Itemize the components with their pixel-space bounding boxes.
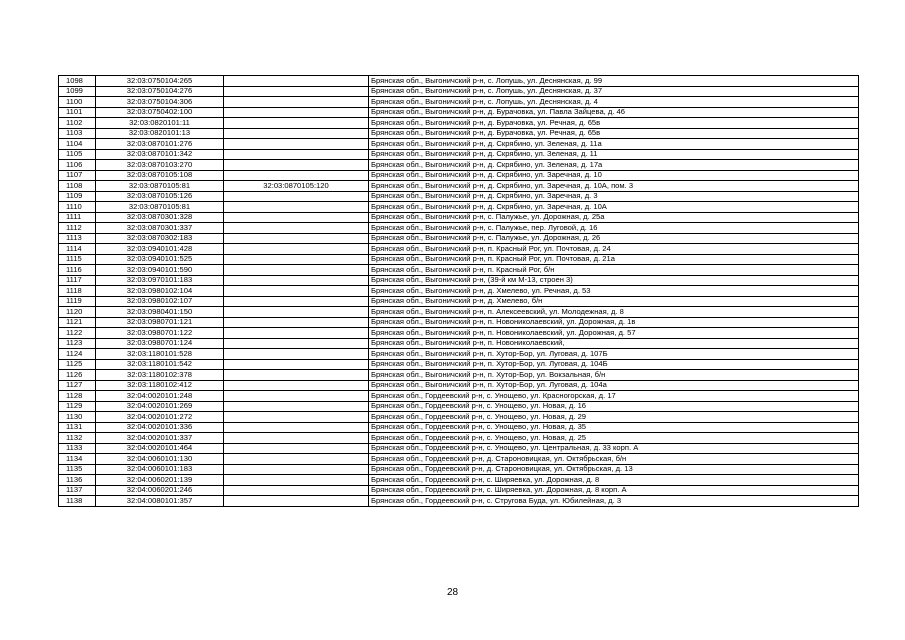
previous-cadastral-number-cell [224, 254, 369, 265]
previous-cadastral-number-cell [224, 443, 369, 454]
address-cell: Брянская обл., Гордеевский р-н, с. Ширяевка, ул. Дорожная, д. 8 корп. А [369, 485, 859, 496]
row-number-cell: 1109 [59, 191, 96, 202]
address-cell: Брянская обл., Выгоничский р-н, п. Хутор-Бор, ул. Луговая, д. 104а [369, 380, 859, 391]
previous-cadastral-number-cell [224, 202, 369, 213]
row-number-cell: 1110 [59, 202, 96, 213]
cadastral-number-cell: 32:04:0020101:464 [96, 443, 224, 454]
cadastral-number-cell: 32:03:0970101:183 [96, 275, 224, 286]
cadastral-number-cell: 32:04:0080101:357 [96, 496, 224, 507]
address-cell: Брянская обл., Выгоничский р-н, с. Палужье, пер. Луговой, д. 16 [369, 223, 859, 234]
cadastral-number-cell: 32:03:0870105:126 [96, 191, 224, 202]
cadastral-number-cell: 32:03:0870301:337 [96, 223, 224, 234]
address-cell: Брянская обл., Выгоничский р-н, п. Хутор-Бор, ул. Вокзальная, б/н [369, 370, 859, 381]
row-number-cell: 1111 [59, 212, 96, 223]
previous-cadastral-number-cell [224, 107, 369, 118]
cadastral-number-cell: 32:03:0870101:342 [96, 149, 224, 160]
cadastral-number-cell: 32:03:0980102:107 [96, 296, 224, 307]
previous-cadastral-number-cell [224, 433, 369, 444]
cadastral-number-cell: 32:03:0940101:590 [96, 265, 224, 276]
row-number-cell: 1117 [59, 275, 96, 286]
cadastral-number-cell: 32:03:0750104:265 [96, 76, 224, 87]
table-row [59, 97, 859, 108]
row-number-cell: 1100 [59, 97, 96, 108]
previous-cadastral-number-cell [224, 338, 369, 349]
table-row [59, 443, 859, 454]
address-cell: Брянская обл., Гордеевский р-н, с. Ширяевка, ул. Дорожная, д. 8 [369, 475, 859, 486]
cadastral-number-cell: 32:03:0980701:122 [96, 328, 224, 339]
row-number-cell: 1113 [59, 233, 96, 244]
table-row [59, 212, 859, 223]
cadastral-number-cell: 32:03:0870302:183 [96, 233, 224, 244]
row-number-cell: 1115 [59, 254, 96, 265]
cadastral-number-cell: 32:03:0940101:525 [96, 254, 224, 265]
row-number-cell: 1124 [59, 349, 96, 360]
address-cell: Брянская обл., Выгоничский р-н, д. Скрябино, ул. Зеленая, д. 11а [369, 139, 859, 150]
cadastral-number-cell: 32:04:0060201:139 [96, 475, 224, 486]
previous-cadastral-number-cell [224, 307, 369, 318]
address-cell: Брянская обл., Выгоничский р-н, д. Скрябино, ул. Зеленая, д. 17а [369, 160, 859, 171]
table-row [59, 139, 859, 150]
table-row [59, 244, 859, 255]
previous-cadastral-number-cell [224, 86, 369, 97]
previous-cadastral-number-cell [224, 401, 369, 412]
table-row [59, 170, 859, 181]
previous-cadastral-number-cell [224, 118, 369, 129]
table-row [59, 422, 859, 433]
address-cell: Брянская обл., Выгоничский р-н, д. Скрябино, ул. Заречная, д. 10 [369, 170, 859, 181]
table-row [59, 475, 859, 486]
table-row [59, 86, 859, 97]
row-number-cell: 1119 [59, 296, 96, 307]
previous-cadastral-number-cell [224, 296, 369, 307]
cadastral-number-cell: 32:03:0980701:121 [96, 317, 224, 328]
cadastral-number-cell: 32:03:1180102:412 [96, 380, 224, 391]
cadastral-number-cell: 32:03:0870105:108 [96, 170, 224, 181]
row-number-cell: 1125 [59, 359, 96, 370]
previous-cadastral-number-cell [224, 359, 369, 370]
table-row [59, 233, 859, 244]
table-row [59, 128, 859, 139]
previous-cadastral-number-cell [224, 265, 369, 276]
address-cell: Брянская обл., Выгоничский р-н, п. Красный Рог, ул. Почтовая, д. 21а [369, 254, 859, 265]
row-number-cell: 1099 [59, 86, 96, 97]
previous-cadastral-number-cell [224, 328, 369, 339]
address-cell: Брянская обл., Выгоничский р-н, д. Хмелево, ул. Речная, д. 53 [369, 286, 859, 297]
cadastral-number-cell: 32:03:0980102:104 [96, 286, 224, 297]
table-row [59, 76, 859, 87]
cadastral-number-cell: 32:03:1180101:542 [96, 359, 224, 370]
table-row [59, 380, 859, 391]
row-number-cell: 1135 [59, 464, 96, 475]
cadastral-number-cell: 32:03:0870105:81 [96, 202, 224, 213]
page-number: 28 [446, 587, 459, 598]
cadastral-number-cell: 32:03:0980401:150 [96, 307, 224, 318]
table-row [59, 401, 859, 412]
address-cell: Брянская обл., Выгоничский р-н, п. Красный Рог, ул. Почтовая, д. 24 [369, 244, 859, 255]
cadastral-number-cell: 32:03:0870101:276 [96, 139, 224, 150]
row-number-cell: 1104 [59, 139, 96, 150]
table-row [59, 464, 859, 475]
previous-cadastral-number-cell [224, 464, 369, 475]
registry-table-body [59, 76, 859, 507]
row-number-cell: 1132 [59, 433, 96, 444]
row-number-cell: 1101 [59, 107, 96, 118]
row-number-cell: 1123 [59, 338, 96, 349]
previous-cadastral-number-cell [224, 317, 369, 328]
row-number-cell: 1136 [59, 475, 96, 486]
previous-cadastral-number-cell [224, 212, 369, 223]
cadastral-number-cell: 32:03:0870301:328 [96, 212, 224, 223]
cadastral-number-cell: 32:03:0820101:11 [96, 118, 224, 129]
row-number-cell: 1112 [59, 223, 96, 234]
address-cell: Брянская обл., Выгоничский р-н, д. Бурачовка, ул. Павла Зайцева, д. 46 [369, 107, 859, 118]
row-number-cell: 1120 [59, 307, 96, 318]
cadastral-number-cell: 32:04:0020101:336 [96, 422, 224, 433]
row-number-cell: 1103 [59, 128, 96, 139]
row-number-cell: 1129 [59, 401, 96, 412]
table-row [59, 433, 859, 444]
cadastral-number-cell: 32:03:0870105:81 [96, 181, 224, 192]
previous-cadastral-number-cell [224, 286, 369, 297]
address-cell: Брянская обл., Выгоничский р-н, п. Красный Рог, б/н [369, 265, 859, 276]
table-row [59, 391, 859, 402]
table-row [59, 496, 859, 507]
row-number-cell: 1118 [59, 286, 96, 297]
row-number-cell: 1105 [59, 149, 96, 160]
address-cell: Брянская обл., Выгоничский р-н, д. Скрябино, ул. Зеленая, д. 11 [369, 149, 859, 160]
cadastral-number-cell: 32:03:0750104:276 [96, 86, 224, 97]
address-cell: Брянская обл., Выгоничский р-н, с. Лопушь, ул. Деснянская, д. 4 [369, 97, 859, 108]
address-cell: Брянская обл., Гордеевский р-н, с. Унощево, ул. Новая, д. 35 [369, 422, 859, 433]
previous-cadastral-number-cell [224, 97, 369, 108]
cadastral-number-cell: 32:03:0750104:306 [96, 97, 224, 108]
cadastral-number-cell: 32:04:0060201:246 [96, 485, 224, 496]
address-cell: Брянская обл., Гордеевский р-н, с. Унощево, ул. Новая, д. 25 [369, 433, 859, 444]
address-cell: Брянская обл., Выгоничский р-н, (39-й км М-13, строен 3) [369, 275, 859, 286]
row-number-cell: 1108 [59, 181, 96, 192]
cadastral-number-cell: 32:04:0020101:337 [96, 433, 224, 444]
previous-cadastral-number-cell [224, 233, 369, 244]
previous-cadastral-number-cell [224, 275, 369, 286]
table-row [59, 275, 859, 286]
table-row [59, 107, 859, 118]
address-cell: Брянская обл., Выгоничский р-н, с. Лопушь, ул. Деснянская, д. 37 [369, 86, 859, 97]
previous-cadastral-number-cell [224, 391, 369, 402]
cadastral-number-cell: 32:04:0060101:183 [96, 464, 224, 475]
row-number-cell: 1116 [59, 265, 96, 276]
address-cell: Брянская обл., Выгоничский р-н, п. Новониколаевский, ул. Дорожная, д. 1в [369, 317, 859, 328]
row-number-cell: 1138 [59, 496, 96, 507]
table-row [59, 149, 859, 160]
previous-cadastral-number-cell [224, 380, 369, 391]
previous-cadastral-number-cell [224, 191, 369, 202]
address-cell: Брянская обл., Выгоничский р-н, д. Хмелево, б/н [369, 296, 859, 307]
table-row [59, 265, 859, 276]
previous-cadastral-number-cell [224, 244, 369, 255]
previous-cadastral-number-cell [224, 475, 369, 486]
previous-cadastral-number-cell: 32:03:0870105:120 [224, 181, 369, 192]
cadastral-number-cell: 32:03:0980701:124 [96, 338, 224, 349]
previous-cadastral-number-cell [224, 349, 369, 360]
row-number-cell: 1131 [59, 422, 96, 433]
table-row [59, 349, 859, 360]
row-number-cell: 1121 [59, 317, 96, 328]
address-cell: Брянская обл., Выгоничский р-н, с. Палужье, ул. Дорожная, д. 25а [369, 212, 859, 223]
address-cell: Брянская обл., Выгоничский р-н, п. Новониколаевский, ул. Дорожная, д. 57 [369, 328, 859, 339]
address-cell: Брянская обл., Выгоничский р-н, с. Палужье, ул. Дорожная, д. 26 [369, 233, 859, 244]
previous-cadastral-number-cell [224, 128, 369, 139]
cadastral-number-cell: 32:04:0020101:272 [96, 412, 224, 423]
cadastral-number-cell: 32:03:1180102:378 [96, 370, 224, 381]
cadastral-number-cell: 32:04:0020101:269 [96, 401, 224, 412]
address-cell: Брянская обл., Гордеевский р-н, д. Староновицкая, ул. Октябрьская, б/н [369, 454, 859, 465]
address-cell: Брянская обл., Гордеевский р-н, с. Унощево, ул. Красногорская, д. 17 [369, 391, 859, 402]
row-number-cell: 1106 [59, 160, 96, 171]
row-number-cell: 1127 [59, 380, 96, 391]
table-row [59, 286, 859, 297]
row-number-cell: 1130 [59, 412, 96, 423]
row-number-cell: 1134 [59, 454, 96, 465]
address-cell: Брянская обл., Гордеевский р-н, с. Унощево, ул. Центральная, д. 33 корп. А [369, 443, 859, 454]
previous-cadastral-number-cell [224, 149, 369, 160]
table-row [59, 191, 859, 202]
table-row [59, 338, 859, 349]
table-row [59, 454, 859, 465]
address-cell: Брянская обл., Гордеевский р-н, с. Унощево, ул. Новая, д. 29 [369, 412, 859, 423]
address-cell: Брянская обл., Выгоничский р-н, д. Бурачовка, ул. Речная, д. 65в [369, 118, 859, 129]
address-cell: Брянская обл., Гордеевский р-н, с. Стругова Буда, ул. Юбилейная, д. 3 [369, 496, 859, 507]
property-registry-table [58, 75, 859, 507]
address-cell: Брянская обл., Выгоничский р-н, д. Скрябино, ул. Заречная, д. 10А, пом. 3 [369, 181, 859, 192]
cadastral-number-cell: 32:04:0020101:248 [96, 391, 224, 402]
row-number-cell: 1102 [59, 118, 96, 129]
address-cell: Брянская обл., Гордеевский р-н, с. Унощево, ул. Новая, д. 16 [369, 401, 859, 412]
table-row [59, 181, 859, 192]
row-number-cell: 1137 [59, 485, 96, 496]
address-cell: Брянская обл., Выгоничский р-н, д. Бурачовка, ул. Речная, д. 65в [369, 128, 859, 139]
previous-cadastral-number-cell [224, 496, 369, 507]
table-row [59, 202, 859, 213]
table-row [59, 328, 859, 339]
previous-cadastral-number-cell [224, 485, 369, 496]
table-row [59, 412, 859, 423]
previous-cadastral-number-cell [224, 370, 369, 381]
cadastral-number-cell: 32:04:0060101:130 [96, 454, 224, 465]
address-cell: Брянская обл., Выгоничский р-н, п. Хутор-Бор, ул. Луговая, д. 104Б [369, 359, 859, 370]
cadastral-number-cell: 32:03:1180101:528 [96, 349, 224, 360]
table-row [59, 296, 859, 307]
address-cell: Брянская обл., Выгоничский р-н, п. Новониколаевский, [369, 338, 859, 349]
previous-cadastral-number-cell [224, 160, 369, 171]
table-row [59, 370, 859, 381]
cadastral-number-cell: 32:03:0870103:270 [96, 160, 224, 171]
address-cell: Брянская обл., Выгоничский р-н, с. Лопушь, ул. Деснянская, д. 99 [369, 76, 859, 87]
previous-cadastral-number-cell [224, 223, 369, 234]
table-row [59, 118, 859, 129]
row-number-cell: 1128 [59, 391, 96, 402]
address-cell: Брянская обл., Гордеевский р-н, д. Староновицкая, ул. Октябрьская, д. 13 [369, 464, 859, 475]
previous-cadastral-number-cell [224, 139, 369, 150]
table-row [59, 485, 859, 496]
table-row [59, 254, 859, 265]
previous-cadastral-number-cell [224, 454, 369, 465]
cadastral-number-cell: 32:03:0820101:13 [96, 128, 224, 139]
previous-cadastral-number-cell [224, 412, 369, 423]
previous-cadastral-number-cell [224, 422, 369, 433]
table-row [59, 359, 859, 370]
row-number-cell: 1107 [59, 170, 96, 181]
address-cell: Брянская обл., Выгоничский р-н, п. Хутор-Бор, ул. Луговая, д. 107Б [369, 349, 859, 360]
cadastral-number-cell: 32:03:0750402:100 [96, 107, 224, 118]
row-number-cell: 1126 [59, 370, 96, 381]
row-number-cell: 1122 [59, 328, 96, 339]
row-number-cell: 1114 [59, 244, 96, 255]
address-cell: Брянская обл., Выгоничский р-н, д. Скрябино, ул. Заречная, д. 3 [369, 191, 859, 202]
address-cell: Брянская обл., Выгоничский р-н, д. Скрябино, ул. Заречная, д. 10А [369, 202, 859, 213]
address-cell: Брянская обл., Выгоничский р-н, п. Алексеевский, ул. Молодежная, д. 8 [369, 307, 859, 318]
previous-cadastral-number-cell [224, 170, 369, 181]
row-number-cell: 1098 [59, 76, 96, 87]
previous-cadastral-number-cell [224, 76, 369, 87]
table-row [59, 307, 859, 318]
table-row [59, 317, 859, 328]
table-row [59, 160, 859, 171]
cadastral-number-cell: 32:03:0940101:428 [96, 244, 224, 255]
row-number-cell: 1133 [59, 443, 96, 454]
table-row [59, 223, 859, 234]
